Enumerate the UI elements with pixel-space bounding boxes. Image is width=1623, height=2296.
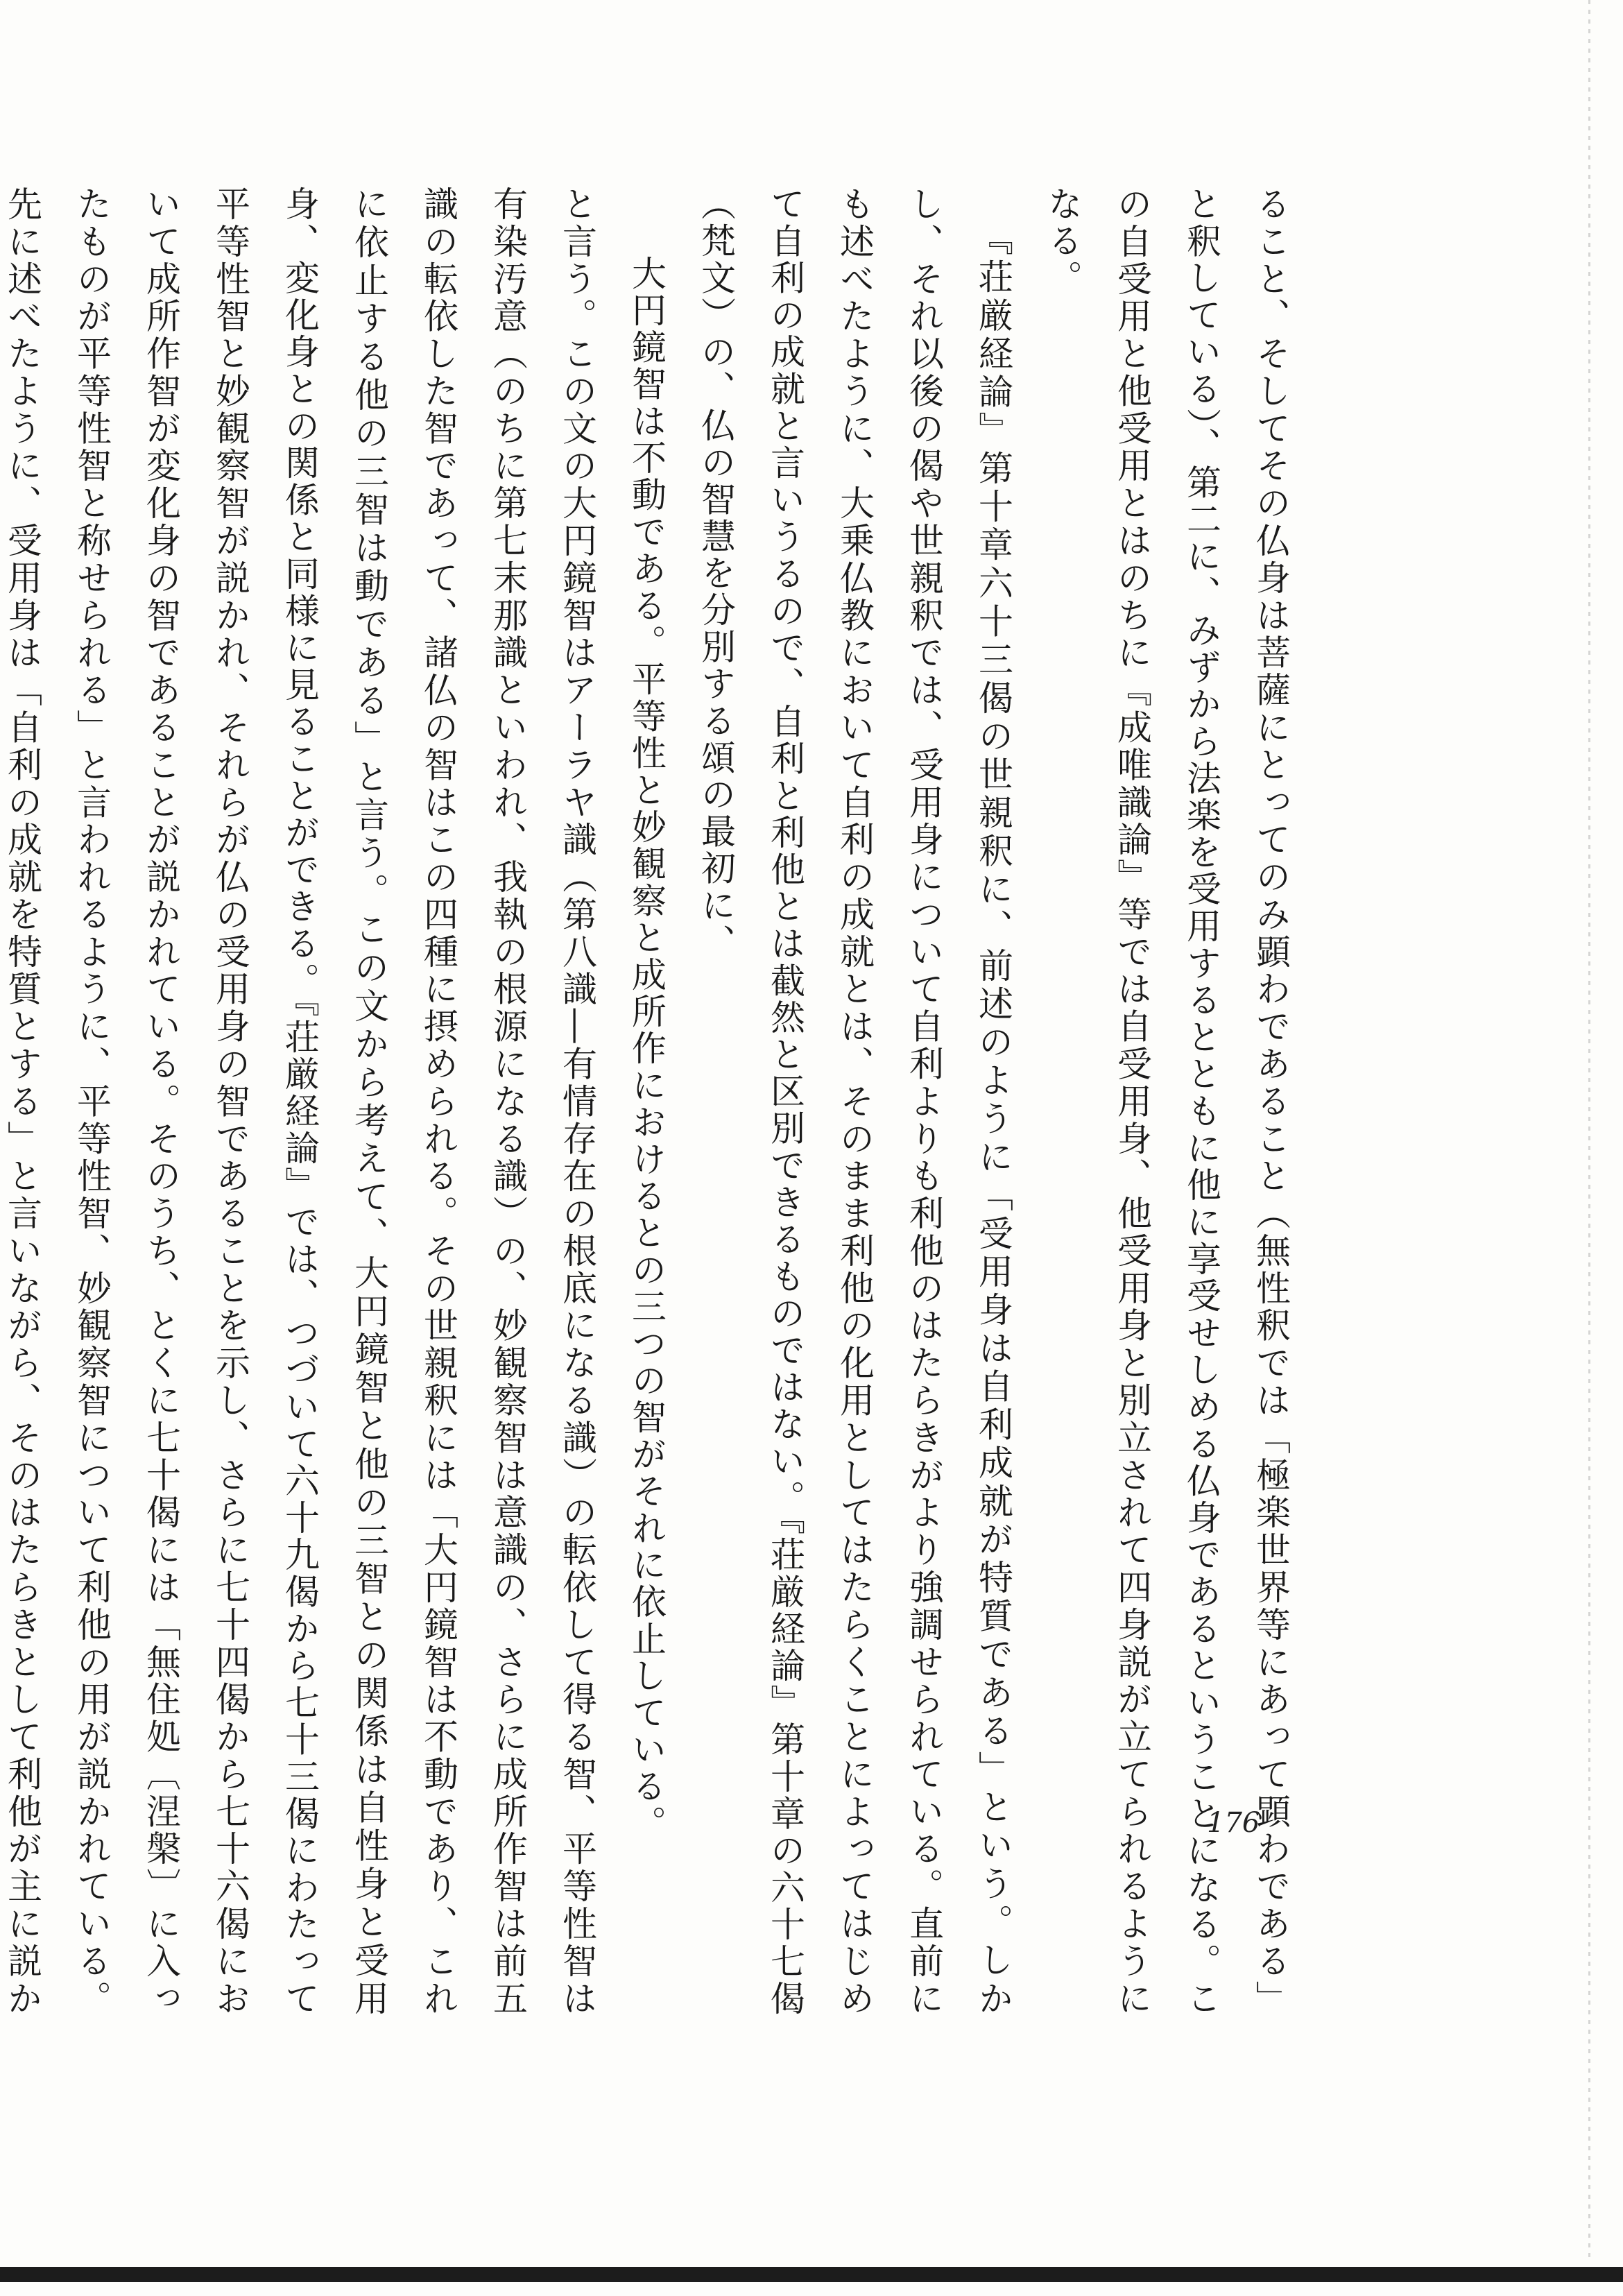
scan-edge-mark [1588, 0, 1590, 2261]
paragraph-1: ること、そしてその仏身は菩薩にとってのみ顕わであること（無性釈では「極楽世界等にあって顕わである」と釈している）、第二に、みずから法楽を受用するとともに他に享受せしめる仏身であるということになる。この自受用と他受用とはのちに『成唯識論』等では自受用身、他受用身と別立されて四身説が立てられるようになる。 [1042, 186, 1291, 2017]
quoted-verse: 大円鏡智は不動である。平等性と妙観察と成所作におけるとの三つの智がそれに依止している。 [626, 255, 667, 1842]
paragraph-3: と言う。この文の大円鏡智はアーラヤ識（第八識―有情存在の根底になる識）の転依して得る智、平等性智は有染汚意（のちに第七末那識といわれ、我執の根源になる識）の、妙観察智は意識の、さらに成所作智は前五識の転依した智であって、諸仏の智はこの四種に摂められる。その世親釈には「大円鏡智は不動であり、これに依止する他の三智は動である」と言う。この文から考えて、大円鏡智と他の三智との関係は自性身と受用身、変化身との関係と同様に見ることができる。『荘厳経論』では、つづいて六十九偈から七十三偈にわたって平等性智と妙観察智が説かれ、それらが仏の受用身の智であることを示し、さらに七十四偈から七十六偈において成所作智が変化身の智であることが説かれている。そのうち、とくに七十偈には「無住処〔涅槃〕に入ったものが平等性智と称せられる」と言われるように、平等性智、妙観察智について利他の用が説かれている。先に述べたように、受用身は「自利の成就を特質とする」と言いながら、そのはたらきとして利他が主に説か [2, 186, 597, 2017]
vertical-text-body [2, 186, 1305, 2017]
paragraph-2: 『荘厳経論』第十章六十三偈の世親釈に、前述のように「受用身は自利成就が特質である」という。しかし、それ以後の偈や世親釈では、受用身について自利よりも利他のはたらきがより強調せられている。直前にも述べたように、大乗仏教において自利の成就とは、そのまま利他の化用としてはたらくことによってはじめて自利の成就と言いうるので、自利と利他とは截然と区別できるものではない。『荘厳経論』第十章の六十七偈（梵文）の、仏の智慧を分別する頌の最初に、 [696, 186, 1013, 2017]
scan-bottom-border [0, 2267, 1623, 2282]
page-number: 176 [1207, 1807, 1260, 1839]
